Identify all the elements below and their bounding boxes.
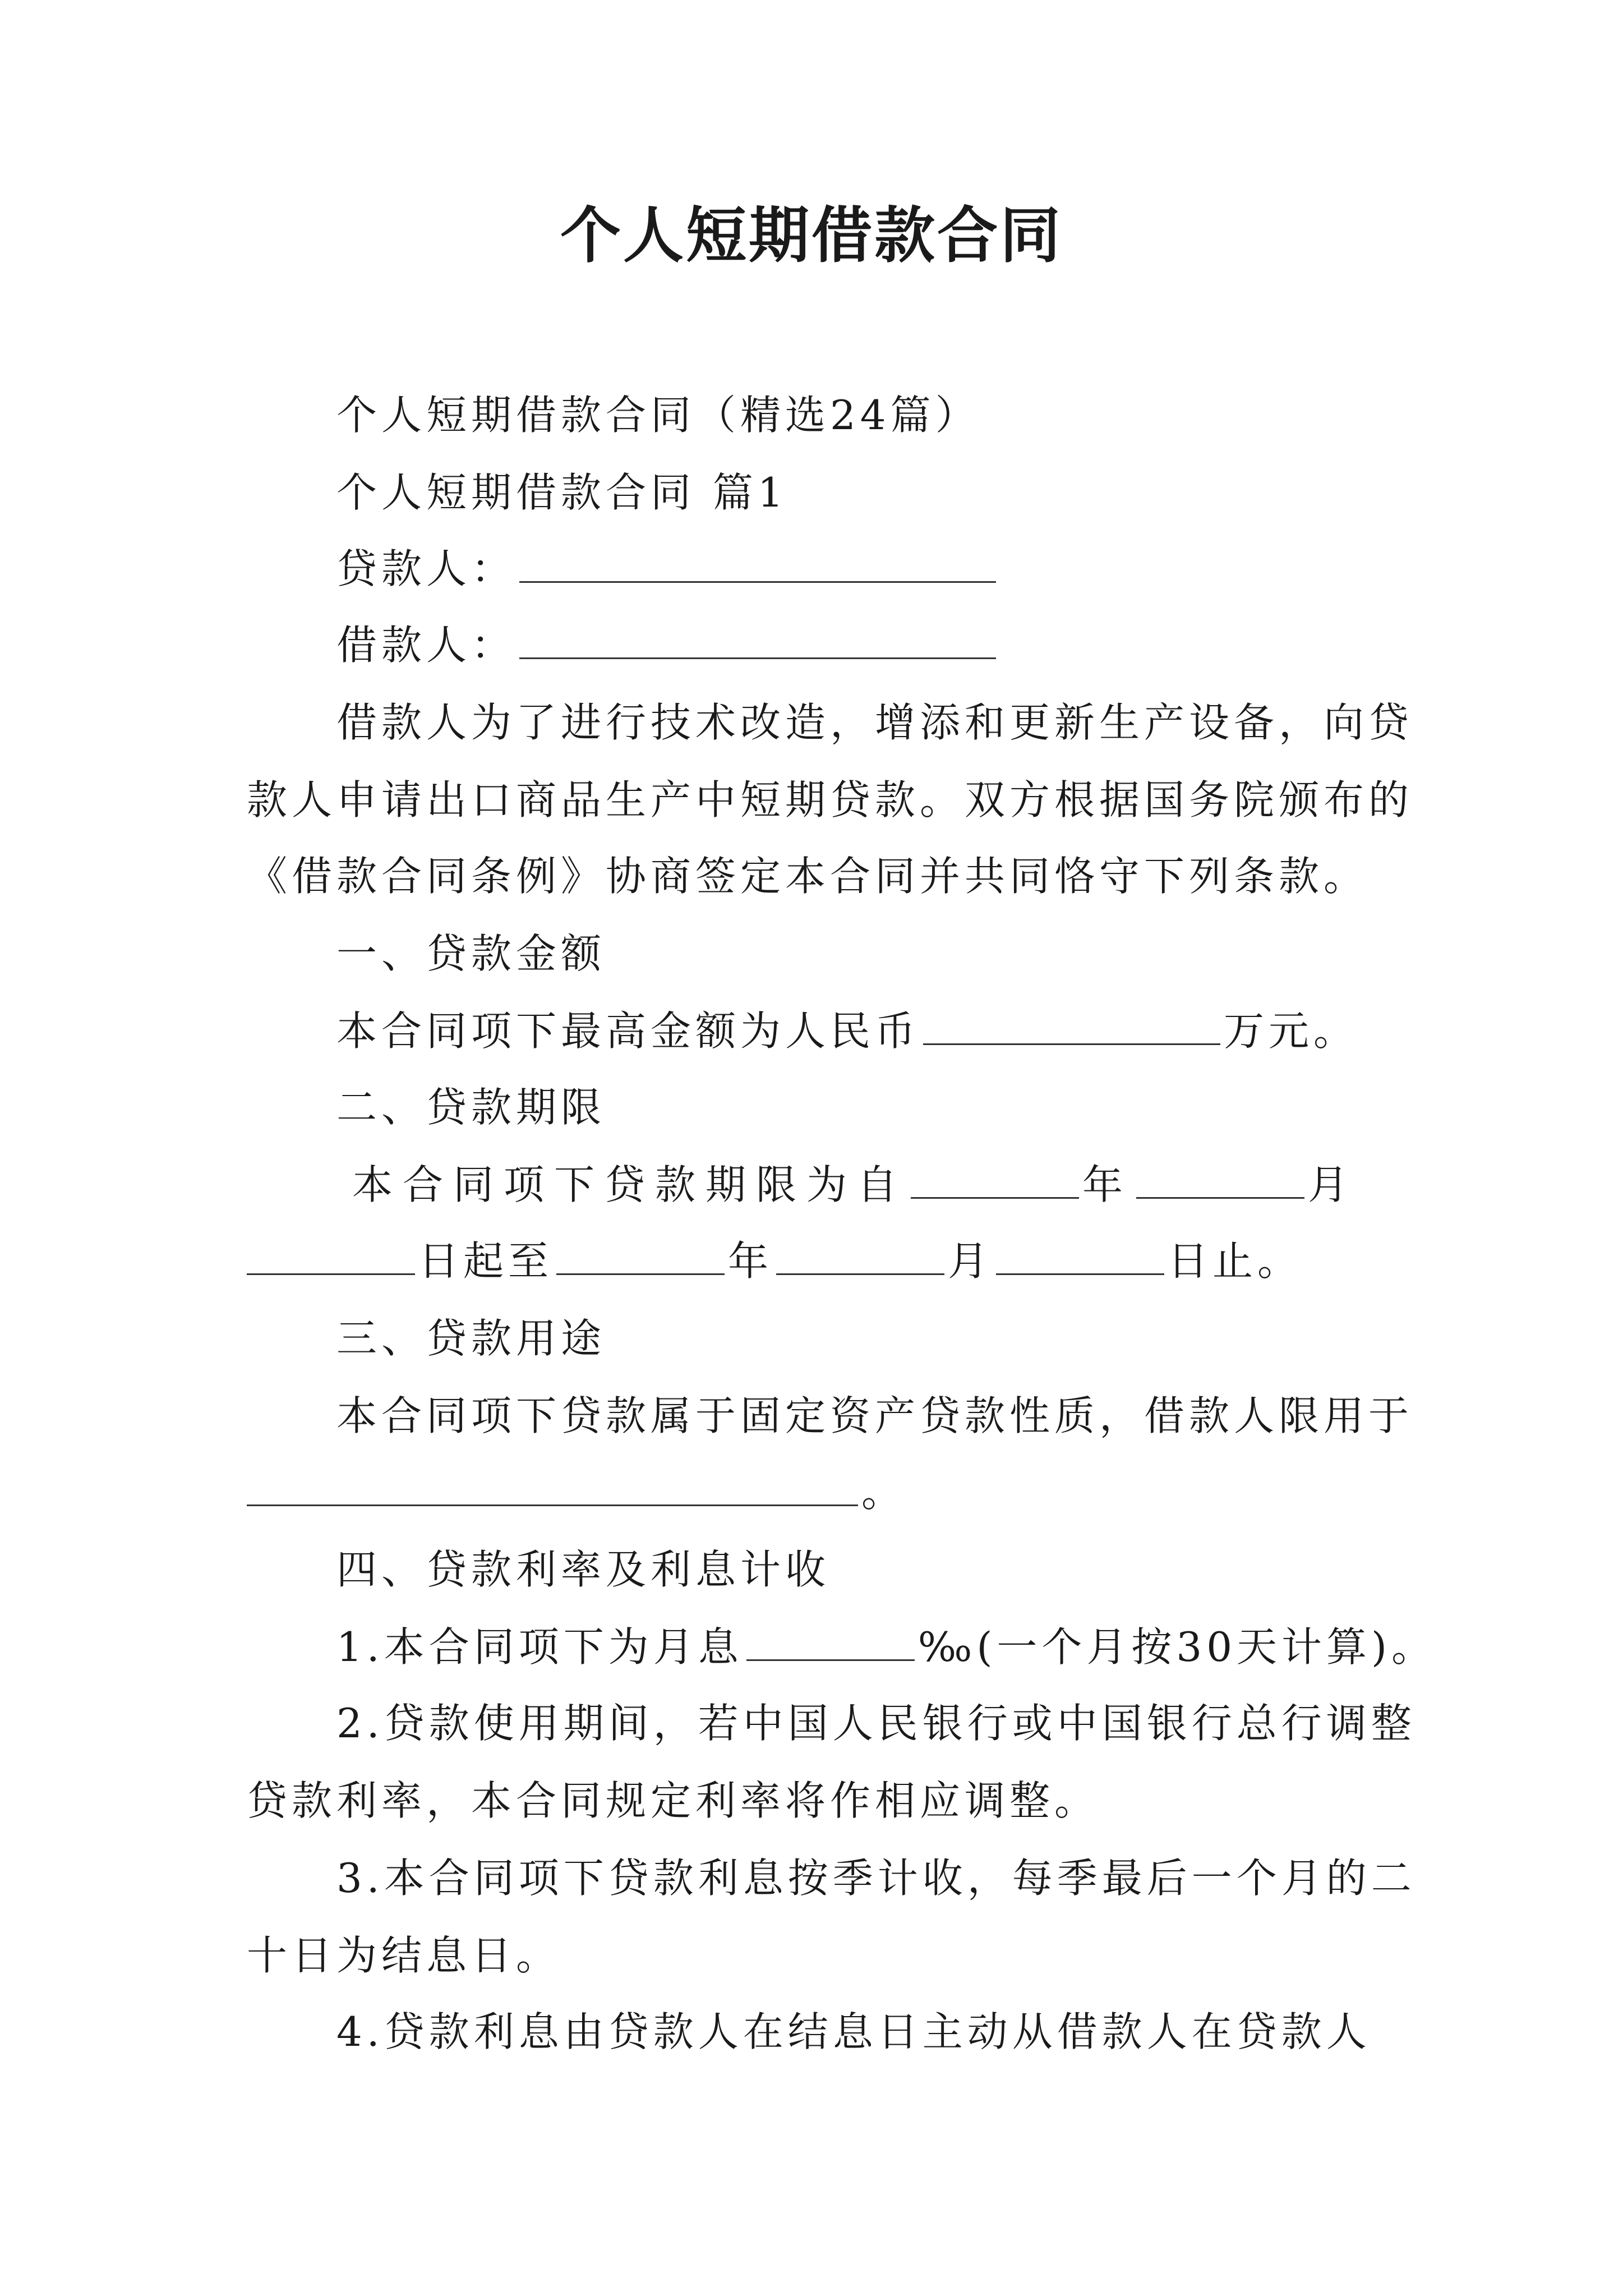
term-end-year-label: 年 bbox=[728, 1237, 773, 1285]
intro-line-2: 款人申请出口商品生产中短期贷款。双方根据国务院颁布的 bbox=[247, 776, 1414, 823]
intro-line-3: 《借款合同条例》协商签定本合同并共同恪守下列条款。 bbox=[247, 853, 1369, 900]
item3-line-2: 十日为结息日。 bbox=[247, 1932, 561, 1979]
borrower-label: 借款人： bbox=[336, 622, 517, 669]
lender-label: 贷款人： bbox=[336, 545, 517, 592]
term-start-month-blank bbox=[1136, 1165, 1304, 1199]
document-title: 个人短期借款合同 bbox=[560, 200, 1063, 271]
borrower-line bbox=[336, 617, 1385, 673]
term-start-day-blank bbox=[247, 1241, 415, 1275]
term-end-day-blank bbox=[996, 1241, 1164, 1275]
term-start-year-blank bbox=[911, 1165, 1079, 1199]
lender-blank bbox=[519, 549, 996, 583]
borrower-blank bbox=[519, 625, 996, 659]
heading-purpose: 三、贷款用途 bbox=[336, 1315, 606, 1362]
lender-line bbox=[336, 541, 1385, 597]
term-until-label: 日止。 bbox=[1168, 1237, 1303, 1285]
item3-line-1: 3.本合同项下贷款利息按季计收，每季最后一个月的二 bbox=[336, 1855, 1416, 1902]
term-line-2 bbox=[247, 1233, 1385, 1289]
term-year-label: 年 bbox=[1082, 1161, 1133, 1208]
rate-line bbox=[336, 1619, 1437, 1675]
term-line-1 bbox=[352, 1157, 1491, 1213]
amount-prefix: 本合同项下最高金额为人民币 bbox=[336, 1007, 920, 1055]
purpose-blank bbox=[247, 1472, 858, 1506]
document-subtitle: 个人短期借款合同（精选24篇） bbox=[336, 392, 980, 439]
term-prefix: 本合同项下贷款期限为自 bbox=[352, 1161, 908, 1208]
term-end-year-blank bbox=[556, 1241, 725, 1275]
amount-blank bbox=[923, 1011, 1220, 1045]
purpose-blank-line bbox=[247, 1464, 1385, 1520]
heading-amount: 一、贷款金额 bbox=[336, 930, 606, 977]
heading-term: 二、贷款期限 bbox=[336, 1084, 606, 1131]
rate-prefix: 1.本合同项下为月息 bbox=[336, 1623, 743, 1671]
item2-line-2: 贷款利率，本合同规定利率将作相应调整。 bbox=[247, 1777, 1100, 1824]
heading-interest: 四、贷款利率及利息计收 bbox=[336, 1546, 831, 1593]
amount-suffix: 万元。 bbox=[1224, 1007, 1359, 1055]
intro-line-1: 借款人为了进行技术改造，增添和更新生产设备，向贷 bbox=[336, 699, 1414, 746]
term-month-label: 月 bbox=[1308, 1161, 1359, 1208]
rate-suffix: ‰(一个月按30天计算)。 bbox=[917, 1623, 1437, 1671]
item4-line-1: 4.贷款利息由贷款人在结息日主动从借款人在贷款人 bbox=[336, 2008, 1371, 2055]
rate-blank bbox=[746, 1627, 915, 1661]
term-from-label: 日起至 bbox=[418, 1237, 554, 1285]
item2-line-1: 2.贷款使用期间，若中国人民银行或中国银行总行调整 bbox=[336, 1700, 1416, 1747]
section-heading: 个人短期借款合同 篇1 bbox=[336, 469, 788, 516]
term-end-month-label: 月 bbox=[948, 1237, 993, 1285]
term-end-month-blank bbox=[776, 1241, 944, 1275]
purpose-end: 。 bbox=[861, 1469, 907, 1516]
amount-line bbox=[336, 1003, 1385, 1059]
purpose-line: 本合同项下贷款属于固定资产贷款性质，借款人限用于 bbox=[336, 1392, 1414, 1439]
